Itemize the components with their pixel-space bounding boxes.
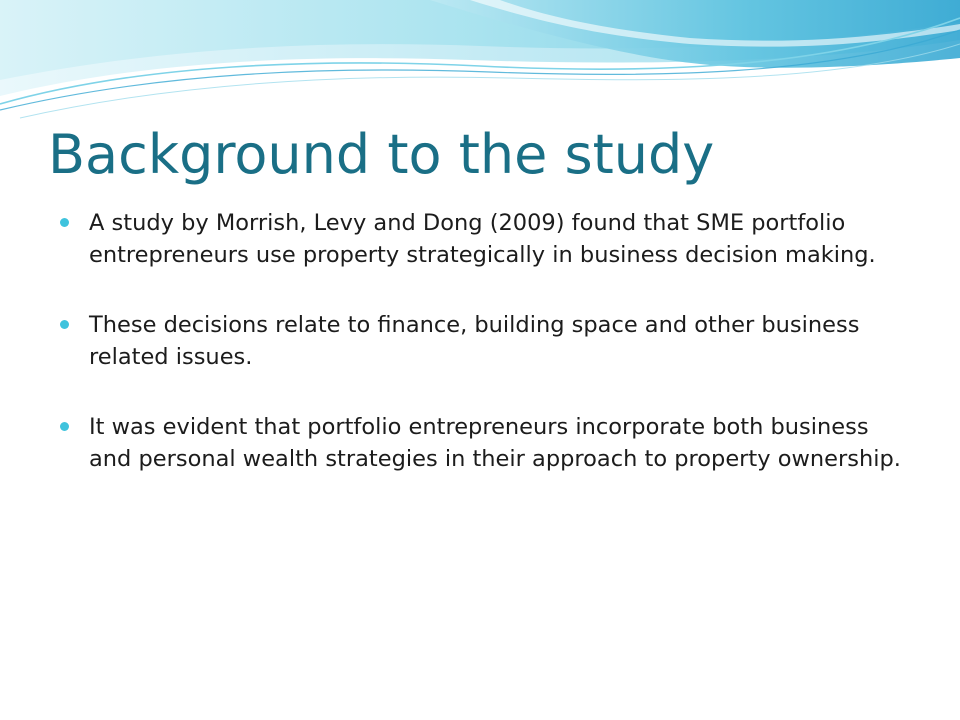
bullet-item: [56, 309, 916, 373]
slide-title: Background to the study: [48, 123, 715, 186]
header-wave-decoration: [0, 0, 960, 140]
bullet-item: [56, 411, 916, 475]
bullet-item: [56, 207, 916, 271]
bullet-text: These decisions relate to finance, building space and other business related issues.: [89, 312, 860, 370]
bullet-text: It was evident that portfolio entrepreneurs incorporate both business and personal wealth strategies in their approach to property ownership.: [89, 414, 901, 472]
bullet-text: A study by Morrish, Levy and Dong (2009) found that SME portfolio entrepreneurs use property strategically in business decision making.: [89, 210, 876, 268]
bullet-dot-icon: [60, 320, 69, 329]
bullet-list: [56, 207, 916, 513]
bullet-dot-icon: [60, 218, 69, 227]
bullet-dot-icon: [60, 422, 69, 431]
